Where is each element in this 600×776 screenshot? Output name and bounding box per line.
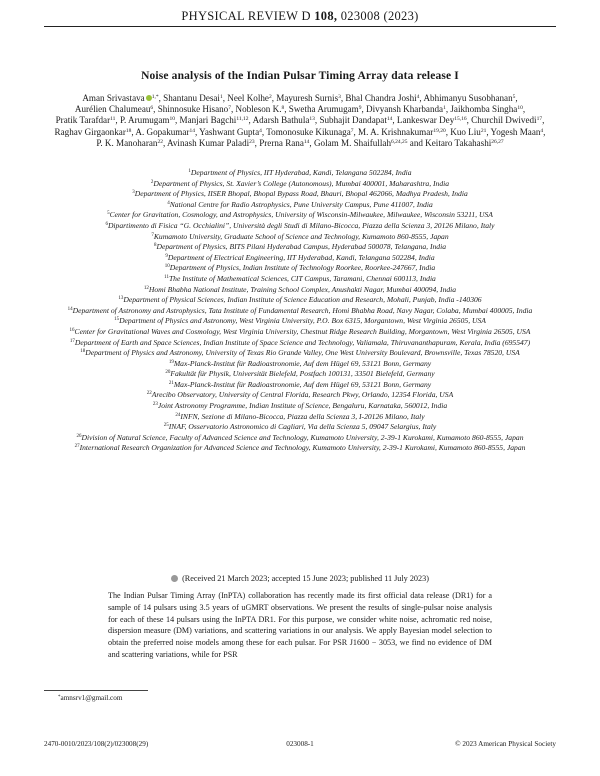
affiliation-text: Department of Physics and Astronomy, West Virginia University, P.O. Box 6315, Morgantown, West Virginia 26505, USA <box>119 316 486 326</box>
author-name: Raghav Girgaonkar <box>54 126 126 137</box>
affiliation-text: Joint Astronomy Programme, Indian Institute of Science, Bengaluru, Karnataka, 560012, India <box>157 401 448 411</box>
author-name: Golam M. Shaifullah <box>313 137 391 148</box>
author <box>450 127 486 137</box>
affiliation <box>60 348 540 359</box>
author-affiliation-mark: 9 <box>358 105 362 112</box>
author <box>227 93 271 103</box>
affiliation-text: Max-Planck-Institut für Radioastronomie, Auf dem Hügel 69, 53121 Bonn, Germany <box>173 379 432 389</box>
affiliation-number: 23 <box>152 402 158 408</box>
footer-page-number: 023008-1 <box>286 740 314 748</box>
author-name: Abhimanyu Susobhanan <box>423 93 513 103</box>
affiliation-text: Arecibo Observatory, University of Central Florida, Research Pkwy, Orlando, 12354 Florida, USA <box>151 390 454 400</box>
affiliation-number: 22 <box>146 391 152 397</box>
affiliation <box>60 369 540 380</box>
author-affiliation-mark: 11,12 <box>236 116 249 123</box>
affiliation-text: Dipartimento di Fisica “G. Occhialini”, Università degli Studi di Milano-Bicocca, Piazza della Scienza 3, 20126 Milano, Italy <box>107 220 495 230</box>
author-name: Aurélien Chalumeau <box>74 104 151 115</box>
affiliation-number: 19 <box>168 359 174 365</box>
author-name: and Keitaro Takahashi <box>409 137 492 148</box>
affiliation <box>60 401 540 412</box>
affiliation <box>60 221 540 232</box>
author-affiliation-mark: 11 <box>110 116 116 123</box>
author-affiliation-mark: 1 <box>219 94 223 100</box>
author-name: Aman Srivastava <box>82 93 145 103</box>
author <box>266 127 353 137</box>
affiliation <box>60 390 540 401</box>
affiliation-text: Department of Physics and Astronomy, University of Texas Rio Grande Valley, One West University Boulevard, Brownsville, Texas 78520, USA <box>85 348 520 358</box>
affiliation-number: 25 <box>163 423 169 429</box>
author-affiliation-mark: 21 <box>480 127 487 134</box>
author-name: Bhal Chandra Joshi <box>345 93 417 103</box>
author-affiliation-mark: 1 <box>443 105 446 112</box>
author <box>471 115 542 125</box>
author-name: Subhajit Dandapat <box>319 115 387 126</box>
author-affiliation-mark: 5 <box>512 94 516 100</box>
affiliation-text: Department of Physics, IISER Bhopal, Bhopal Bypass Road, Bhauri, Bhopal 462066, Madhya Pradesh, India <box>134 189 468 199</box>
author-name: Adarsh Bathula <box>252 115 310 126</box>
affiliation <box>60 433 540 444</box>
author <box>410 138 504 148</box>
affiliation-number: 13 <box>118 296 124 302</box>
affiliation <box>60 253 540 264</box>
author-affiliation-mark: 23 <box>249 138 255 145</box>
affiliation-number: 7 <box>151 232 154 238</box>
affiliation-number: 16 <box>69 327 75 333</box>
journal-header <box>0 9 600 24</box>
author-affiliation-mark: 19,20 <box>433 127 446 134</box>
author-name: Nobleson K. <box>235 104 282 115</box>
affiliation-number: 9 <box>165 253 168 259</box>
author <box>199 127 262 137</box>
affiliation <box>60 200 540 211</box>
author-name: Prerna Rana <box>259 137 304 148</box>
affiliation <box>60 189 540 200</box>
author-name: P. K. Manoharan <box>96 137 158 148</box>
author <box>253 115 315 125</box>
author-affiliation-mark: 10 <box>517 105 523 112</box>
author-affiliation-mark: 7 <box>228 105 231 112</box>
author-affiliation-mark: 4 <box>416 94 420 100</box>
affiliation-number: 8 <box>153 243 157 249</box>
author <box>75 104 153 114</box>
affiliation-number: 10 <box>164 264 170 270</box>
author-affiliation-mark: 8 <box>281 105 285 112</box>
author-name: Swetha Arumugam <box>288 104 359 115</box>
affiliation-number: 17 <box>69 338 75 344</box>
affiliation-text: INFN, Sezione di Milano-Bicocca, Piazza della Scienza 3, I-20126 Milano, Italy <box>180 411 425 421</box>
author <box>366 104 446 114</box>
affiliation <box>60 359 540 370</box>
affiliation-text: International Research Organization for Advanced Science and Technology, Kumamoto University, 2-39-1 Kurokami, Kumamoto 860-8555, Japan <box>79 443 526 453</box>
footer-issn: 2470-0010/2023/108(2)/023008(29) <box>44 740 149 748</box>
affiliation <box>60 274 540 285</box>
journal-name: PHYSICAL REVIEW D <box>181 9 311 23</box>
journal-volume: 108, <box>314 9 338 23</box>
affiliation-number: 11 <box>164 274 169 280</box>
author-name: Avinash Kumar Paladi <box>166 137 250 148</box>
author-affiliation-mark: 14 <box>303 138 310 145</box>
affiliation <box>60 338 540 349</box>
author-name: Mayuresh Surnis <box>276 93 339 103</box>
affiliation <box>60 295 540 306</box>
affiliation <box>60 285 540 296</box>
author-name: Yogesh Maan <box>490 126 541 137</box>
affiliation-number: 12 <box>143 285 149 291</box>
affiliation-number: 14 <box>67 306 73 312</box>
affiliation-text: The Institute of Mathematical Sciences, CIT Campus, Taramani, Chennai 600113, India <box>168 273 436 283</box>
author <box>82 93 158 103</box>
author-affiliation-mark: 14 <box>189 127 195 134</box>
author <box>276 93 341 103</box>
author-affiliation-mark: 17 <box>536 116 543 123</box>
affiliation-number: 4 <box>167 200 170 206</box>
affiliation-text: Department of Astronomy and Astrophysics, Tata Institute of Fundamental Research, Homi Bhabha Road, Navy Nagar, Colaba, Mumbai 400005, India <box>72 305 533 315</box>
author-name: P. Arumugam <box>119 115 170 126</box>
author-name: Jaikhomba Singha <box>450 104 518 115</box>
author-name: A. Gopakumar <box>135 126 190 137</box>
affiliation <box>60 316 540 327</box>
author-affiliation-mark: 13 <box>309 116 315 123</box>
author <box>345 93 419 103</box>
affiliation-number: 27 <box>74 444 80 450</box>
affiliation <box>60 168 540 179</box>
affiliation <box>60 412 540 423</box>
affiliation <box>60 232 540 243</box>
affiliation-text: Department of Physical Sciences, Indian Institute of Science Education and Research, Mohali, Punjab, India -140306 <box>123 295 482 305</box>
affiliation-text: Department of Physics, Indian Institute of Technology Roorkee, Roorkee-247667, India <box>169 263 436 273</box>
author-affiliation-mark: 14 <box>386 116 393 123</box>
affiliation <box>60 422 540 433</box>
author-name: Pratik Tarafdar <box>55 115 111 126</box>
author <box>163 93 223 103</box>
author-affiliation-mark: 26,27 <box>491 138 504 145</box>
affiliation <box>60 327 540 338</box>
author-affiliation-mark: 18 <box>125 127 132 134</box>
abstract: The Indian Pulsar Timing Array (InPTA) collaboration has recently made its first official data release (DR1) for a sample of 14 pulsars using 3.5 years of uGMRT observations. We present the results of single-pulsar noise analysis for each of these 14 pulsars using the InPTA DR1. For this purpose, we consider white noise, achromatic red noise, dispersion measure (DM) variations, and scattering variations in our analysis. We apply Bayesian model selection to obtain the preferred noise models among these for each pulsar. For PSR J1600 − 3053, we find no evidence of DM and scattering variations, while for PSR <box>108 591 492 659</box>
page-footer <box>44 740 556 752</box>
affiliation <box>60 242 540 253</box>
affiliation-text: Kumamoto University, Graduate School of Science and Technology, Kumamoto 860-8555, Japan <box>153 231 449 241</box>
footnote <box>58 694 122 702</box>
author-name: Manjari Bagchi <box>179 115 237 126</box>
paper-title: Noise analysis of the Indian Pulsar Timing Array data release I <box>141 70 459 82</box>
author-affiliation-mark: 22 <box>157 138 163 145</box>
author-name: Shinnosuke Hisano <box>157 104 229 115</box>
affiliation-number: 5 <box>107 211 110 217</box>
affiliation-text: Division of Natural Science, Faculty of Advanced Science and Technology, Kumamoto University, 2-39-1 Kurokami, Kumamoto 860-8555, Japan <box>81 432 524 442</box>
affiliation-text: INAF, Osservatorio Astronomico di Cagliari, Via della Scienza 5, 09047 Selargius, Italy <box>168 422 437 432</box>
affiliation <box>60 443 540 454</box>
affiliation-text: Department of Physics, BITS Pilani Hyderabad Campus, Hyderabad 500078, Telangana, India <box>156 242 447 252</box>
author <box>491 127 544 137</box>
dates-text: (Received 21 March 2023; accepted 15 June 2023; published 11 July 2023) <box>182 574 429 583</box>
author-name: Churchil Dwivedi <box>471 115 537 126</box>
affiliation <box>60 306 540 317</box>
corresponding-email[interactable]: amnsrv1@gmail.com <box>60 694 123 702</box>
affiliation-text: Center for Gravitational Waves and Cosmology, West Virginia University, Chestnut Ridge Research Building, Morgantown, West Virginia 26505, USA <box>74 326 531 336</box>
author <box>120 115 175 125</box>
affiliation <box>60 179 540 190</box>
affiliation <box>60 380 540 391</box>
affiliation-number: 20 <box>165 370 171 376</box>
author-affiliation-mark: 2 <box>268 94 272 100</box>
affiliation <box>60 263 540 274</box>
affiliation-text: Department of Physics, IIT Hyderabad, Kandi, Telangana 502284, India <box>190 168 412 177</box>
author-name: Shantanu Desai <box>163 93 220 103</box>
author <box>259 138 309 148</box>
affiliation-text: Department of Earth and Space Sciences, Indian Institute of Space Science and Technology, Valiamala, Thiruvananthapuram, Kerala, India (695547) <box>74 337 531 347</box>
affiliation-number: 18 <box>80 349 86 355</box>
author-name: Divyansh Kharbanda <box>366 104 444 115</box>
author-affiliation-mark: 6 <box>150 105 154 112</box>
article-id: 023008 (2023) <box>340 9 419 23</box>
author <box>55 127 132 137</box>
author <box>56 115 116 125</box>
affiliation-number: 2 <box>150 179 154 185</box>
affiliation-number: 15 <box>114 317 120 323</box>
author <box>450 104 522 114</box>
author <box>358 127 446 137</box>
author-name: M. A. Krishnakumar <box>358 126 434 137</box>
author-affiliation-mark: 7 <box>350 127 354 134</box>
author-affiliation-mark: 15,16 <box>454 116 467 123</box>
author <box>423 93 515 103</box>
author <box>236 104 285 114</box>
author-affiliation-mark: 10 <box>169 116 175 123</box>
affiliation-text: Center for Gravitation, Cosmology, and Astrophysics, University of Wisconsin-Milwaukee, Milwaukee, Wisconsin 53211, USA <box>109 210 493 220</box>
author <box>180 115 249 125</box>
author <box>289 104 362 114</box>
affiliation-number: 3 <box>132 190 135 196</box>
author-affiliation-mark: 6,24,25 <box>391 138 408 145</box>
affiliation-text: National Centre for Radio Astrophysics, Pune University Campus, Pune 411007, India <box>169 199 433 209</box>
affiliation-number: 1 <box>188 169 191 174</box>
author <box>96 138 163 148</box>
affiliation-number: 6 <box>105 221 108 227</box>
author <box>158 104 231 114</box>
author-name: Yashwant Gupta <box>199 126 260 137</box>
affiliation-text: Fakultät für Physik, Universität Bielefeld, Postfach 100131, 33501 Bielefeld, Germany <box>170 369 435 379</box>
footnote-rule <box>44 690 148 691</box>
publication-dates <box>0 574 600 583</box>
author <box>314 138 408 148</box>
author <box>319 115 392 125</box>
author-name: Tomonosuke Kikunaga <box>266 126 351 137</box>
author-list: Aman Srivastava $^{1,*}$, Shantanu Desai$^1$, Neel Kolhe$^2$, Mayuresh Surnis$^3$, Bhal Chandra Joshi$^4$, Abhimanyu Susobhanan$^5$, Aurélien Chalumeau$^6$, Shinnosuke Hisano$^7$, Nobleson K.$^8$, Swetha Arumugam$^9$, Divyansh Kharbanda$^1$, Jaikhomba Singha$^{10}$, Pratik Tarafdar$^{11}$, P. Arumugam$^{10}$, Manjari Bagchi$^{11,12}$, Adarsh Bathula$^{13}$, Subhajit Dandapat$^{14}$, Lankeswar Dey$^{15,16}$, Churchil Dwivedi$^{17}$, Raghav Girgaonkar$^{18}$, A. Gopakumar$^{14}$, Yashwant Gupta$^4$, Tomonosuke Kikunaga$^7$, M. A. Krishnakumar$^{19,20}$, Kuo Liu$^{21}$, Yogesh Maan$^4$, P. K. Manoharan$^{22}$, Avinash Kumar Paladi$^{23}$, Prerna Rana$^{14}$, Golam M. Shaifullah$^{6,24,25}$ and Keitaro Takahashi$^{26,27}$ <box>54 93 546 148</box>
affiliation-text: Homi Bhabha National Institute, Training School Complex, Anushakti Nagar, Mumbai 400094, India <box>148 284 457 294</box>
author-name: Neel Kolhe <box>227 93 269 103</box>
affiliation-number: 21 <box>168 380 174 386</box>
author-affiliation-mark: 4 <box>540 127 544 134</box>
affiliation-text: Department of Physics, St. Xavier’s College (Autonomous), Mumbai 400001, Maharashtra, India <box>153 178 450 188</box>
affiliation-list <box>60 168 540 454</box>
affiliation-text: Department of Electrical Engineering, IIT Hyderabad, Kandi, Telangana 502284, India <box>167 252 435 262</box>
author-affiliation-mark: 1,* <box>151 94 159 100</box>
author-affiliation-mark: 4 <box>259 127 262 134</box>
footnote-mark: * <box>58 695 61 700</box>
author-affiliation-mark: 3 <box>338 94 341 100</box>
affiliation-text: Max-Planck-Institut für Radioastronomie, Auf dem Hügel 69, 53121 Bonn, Germany <box>173 358 432 368</box>
author <box>135 127 195 137</box>
author <box>397 115 467 125</box>
header-rule <box>44 26 556 27</box>
affiliation <box>60 210 540 221</box>
open-access-icon <box>171 575 178 582</box>
author-name: Kuo Liu <box>450 126 481 137</box>
author-name: Lankeswar Dey <box>396 115 455 126</box>
author <box>167 138 255 148</box>
affiliation-number: 26 <box>76 433 82 439</box>
footer-copyright: © 2023 American Physical Society <box>455 740 556 748</box>
affiliation-number: 24 <box>175 412 181 418</box>
